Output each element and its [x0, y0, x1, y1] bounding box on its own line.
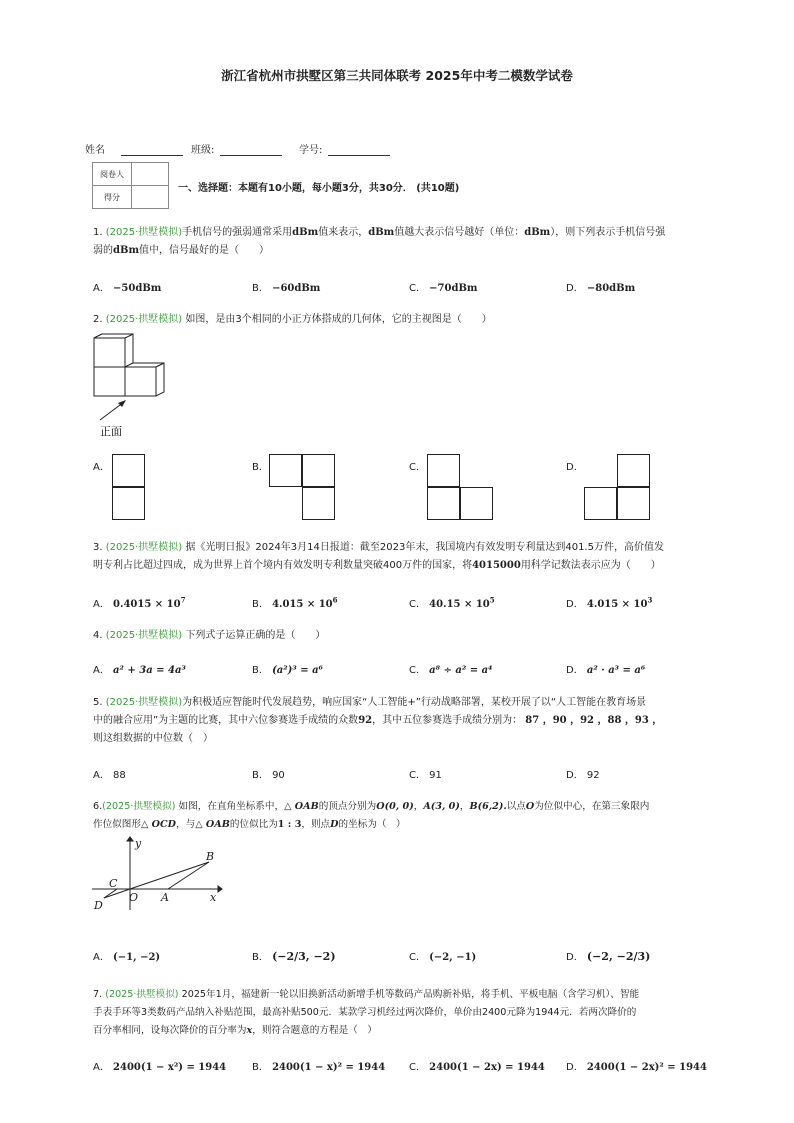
q6-option-c[interactable]: C． (−2, −1) — [409, 952, 477, 963]
segment-OB — [130, 862, 209, 889]
label-A: A — [161, 891, 169, 904]
q2-option-a[interactable]: A． — [93, 462, 110, 473]
option-b-square — [302, 487, 335, 520]
q6-option-b[interactable]: B． (−2/3, −2) — [252, 950, 336, 963]
option-b-square — [269, 454, 302, 487]
q3-option-b[interactable]: B． $4.015 \times 10^6$ — [252, 595, 338, 610]
question-source: (2025·拱墅模拟) — [105, 227, 183, 238]
q1-option-a[interactable]: A． −50dBm — [93, 283, 162, 294]
option-c-square — [427, 487, 460, 520]
question-4: 4. (2025·拱墅模拟) 下列式子运算正确的是（ ） — [93, 630, 326, 641]
class-field[interactable] — [191, 141, 282, 156]
q1-option-d[interactable]: D． −80dBm — [566, 283, 636, 294]
q3-option-d[interactable]: D． $4.015 \times 10^3$ — [566, 595, 653, 610]
question-source: (2025·拱墅模拟) — [105, 630, 183, 641]
reviewer-label: 阅卷人 — [93, 163, 132, 186]
q5-option-d[interactable]: D． 92 — [566, 770, 600, 781]
q5-option-b[interactable]: B． 90 — [252, 770, 285, 781]
option-d-square — [617, 454, 650, 487]
question-source: (2025·拱墅模拟) — [105, 314, 183, 325]
coordinate-figure — [88, 835, 228, 915]
reviewer-cell[interactable] — [132, 163, 169, 186]
option-c-square — [427, 454, 460, 487]
q5-option-a[interactable]: A． 88 — [93, 770, 126, 781]
id-label: 学号: — [299, 145, 323, 156]
option-a-square — [112, 454, 145, 487]
option-c-square — [460, 487, 493, 520]
q5-option-c[interactable]: C． 91 — [409, 770, 442, 781]
front-label: 正面 — [100, 425, 122, 438]
name-label: 姓名 — [85, 145, 105, 156]
q3-option-c[interactable]: C． $40.15 \times 10^5$ — [409, 595, 495, 610]
question-6: 6.(2025·拱墅模拟) 如图，在直角坐标系中，△ OAB的顶点分别为O(0, 0)，A(3, 0)，B(6,2).以点O为位似中心，在第三象限内 作位似图形△ OCD，与△ OAB的位似比为1 : 3，则点D的坐标为（ ） — [93, 801, 650, 830]
page-title: 浙江省杭州市拱墅区第三共同体联考 2025年中考二模数学试卷 — [221, 68, 573, 83]
segment-CD — [104, 889, 117, 898]
q7-option-a[interactable]: A． 2400(1 − x²) = 1944 — [93, 1062, 227, 1073]
q2-option-c[interactable]: C． — [409, 462, 426, 473]
q7-option-c[interactable]: C． 2400(1 − 2x) = 1944 — [409, 1062, 545, 1073]
class-label: 班级: — [191, 145, 215, 156]
q2-option-d[interactable]: D． — [566, 462, 584, 473]
q3-option-a[interactable]: A． $0.4015 \times 10^7$ — [93, 595, 186, 610]
question-1: 1. (2025·拱墅模拟)手机信号的强弱通常采用dBm值来表示，dBm值越大表示信号越好（单位：dBm），则下列表示手机信号强 弱的dBm值中，信号最好的是（ ） — [93, 227, 666, 256]
q4-option-a[interactable]: A． a² + 3a = 4a³ — [93, 665, 186, 676]
label-C: C — [109, 877, 118, 890]
q6-option-d[interactable]: D． (−2, −2/3) — [566, 950, 651, 963]
q2-option-b[interactable]: B． — [252, 462, 269, 473]
id-field[interactable] — [299, 141, 390, 156]
question-2: 2. (2025·拱墅模拟) 如图，是由3个相同的小正方体搭成的几何体，它的主视图是（ ） — [93, 314, 492, 325]
label-x: x — [210, 891, 217, 904]
label-D: D — [94, 899, 103, 912]
option-a-square — [112, 487, 145, 520]
question-source: (2025·拱墅模拟) — [105, 697, 183, 708]
option-d-square — [617, 487, 650, 520]
id-blank[interactable] — [328, 145, 390, 156]
q4-option-c[interactable]: C． a⁸ ÷ a² = a⁴ — [409, 665, 493, 676]
question-7: 7. (2025·拱墅模拟) 2025年1月，福建新一轮以旧换新活动新增手机等数码产品购新补贴，将手机、平板电脑（含学习机）、智能 手表手环等3类数码产品纳入补贴范围，最高补贴500元．某款学习机经过两次降价，单价由2400元降为1944元．若两次降价的 百分率相同，设每次降价的百分率为x，则符合题意的方程是（ ） — [93, 989, 640, 1036]
q1-option-b[interactable]: B． −60dBm — [252, 283, 321, 294]
question-5: 5. (2025·拱墅模拟)为积极适应智能时代发展趋势，响应国家“人工智能+”行动战略部署，某校开展了以“人工智能在教育场景 中的融合应用”为主题的比赛，其中六位参赛选手成绩的众数92，其中五位参赛选手成绩分别为： 87 ，90 ，92 ，88 ，93 ， 则这组数据的中位数（ ） — [93, 697, 663, 744]
name-field[interactable] — [85, 141, 183, 156]
score-cell[interactable] — [132, 186, 169, 209]
score-table — [92, 162, 169, 209]
label-O: O — [129, 891, 139, 904]
name-blank[interactable] — [121, 145, 183, 156]
question-source: (2025·拱墅模拟) — [102, 801, 176, 812]
label-y: y — [135, 837, 142, 850]
score-label: 得分 — [93, 186, 132, 209]
question-source: (2025·拱墅模拟) — [105, 542, 183, 553]
q4-option-b[interactable]: B． (a²)³ = a⁶ — [252, 665, 323, 676]
q4-option-d[interactable]: D． a² · a³ = a⁶ — [566, 665, 646, 676]
label-B: B — [206, 850, 215, 863]
q6-option-a[interactable]: A． (−1, −2) — [93, 952, 161, 963]
option-d-square — [584, 487, 617, 520]
segment-AB — [168, 862, 209, 889]
class-blank[interactable] — [220, 145, 282, 156]
q1-option-c[interactable]: C． −70dBm — [409, 283, 478, 294]
question-3: 3. (2025·拱墅模拟) 据《光明日报》2024年3月14日报道：截至2023年末，我国境内有效发明专利量达到401.5万件，高价值发 明专利占比超过四成，成为世界上首个境内有效发明专利数量突破400万件的国家，将4015000用科学记数法表示应为（ ） — [93, 542, 664, 571]
cube-figure — [90, 330, 180, 442]
question-source: (2025·拱墅模拟) — [105, 989, 179, 1000]
q7-option-b[interactable]: B． 2400(1 − x)² = 1944 — [252, 1062, 386, 1073]
option-b-square — [302, 454, 335, 487]
q7-option-d[interactable]: D． 2400(1 − 2x)² = 1944 — [566, 1062, 707, 1073]
segment-OD — [104, 889, 130, 898]
section-heading: 一、选择题：本题有10小题，每小题3分，共30分． (共10题) — [178, 183, 460, 194]
